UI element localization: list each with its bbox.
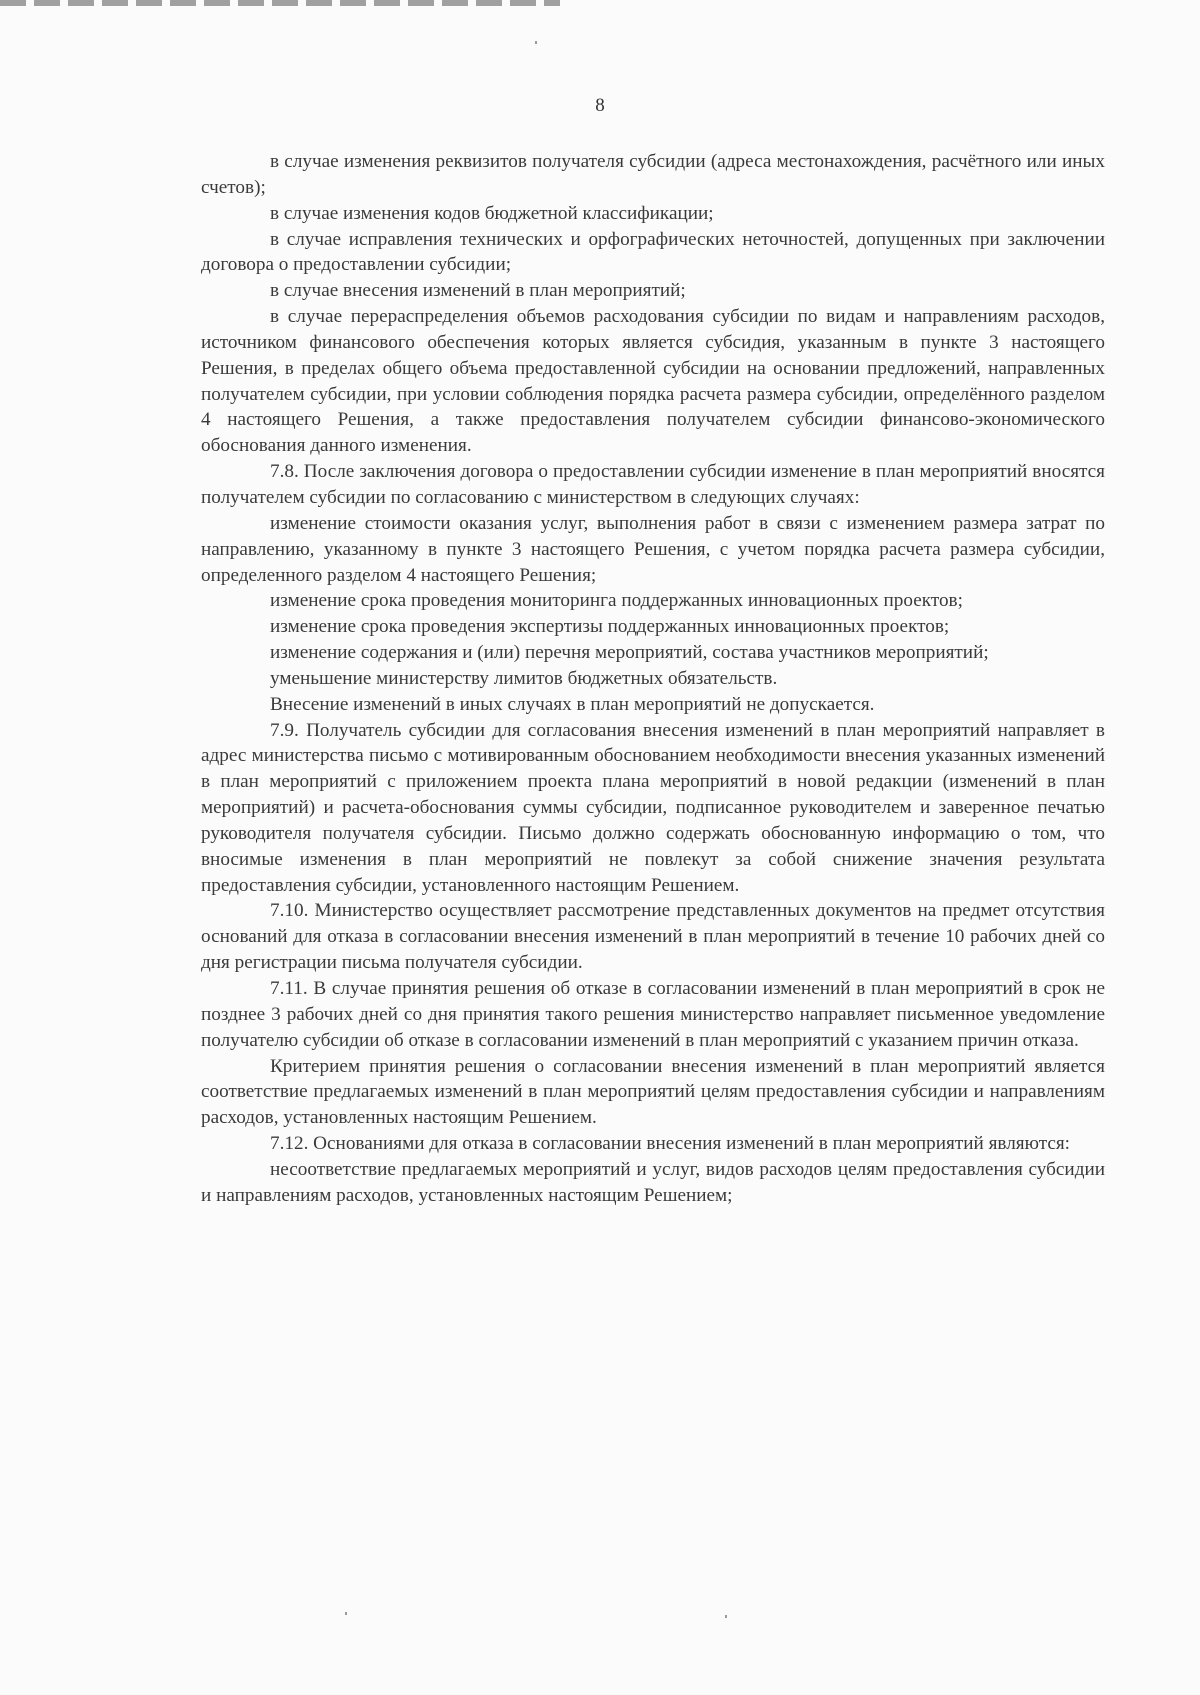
paragraph: изменение содержания и (или) перечня мероприятий, состава участников мероприятий; <box>270 642 989 664</box>
paragraph: изменение стоимости оказания услуг, выполнения работ в связи с изменением размера затрат по направлению, указанному в пункте 3 настоящего Решения, с учетом порядка расчета размера субсидии, определенного разделом 4 настоящего Решения; <box>201 512 1105 586</box>
scan-speck <box>725 1615 727 1618</box>
paragraph: 7.8. После заключения договора о предоставлении субсидии изменение в план мероприятий вносятся получателем субсидии по согласованию с министерством в следующих случаях: <box>201 461 1105 508</box>
document-body <box>201 149 1105 1209</box>
scan-speck <box>345 1612 347 1615</box>
paragraph: в случае внесения изменений в план мероприятий; <box>270 280 686 302</box>
scan-speck <box>535 41 537 44</box>
paragraph: несоответствие предлагаемых мероприятий и услуг, видов расходов целям предоставления субсидии и направлениям расходов, установленных настоящим Решением; <box>201 1158 1105 1206</box>
scan-edge-artifact <box>0 0 560 6</box>
paragraph: в случае изменения реквизитов получателя субсидии (адреса местонахождения, расчётного или иных счетов); <box>201 151 1105 198</box>
paragraph: Внесение изменений в иных случаях в план мероприятий не допускается. <box>270 693 875 715</box>
paragraph: изменение срока проведения мониторинга поддержанных инновационных проектов; <box>270 590 963 612</box>
paragraph: 7.12. Основаниями для отказа в согласовании внесения изменений в план мероприятий являются: <box>270 1133 1070 1155</box>
page-number: 8 <box>595 95 605 116</box>
paragraph: 7.10. Министерство осуществляет рассмотрение представленных документов на предмет отсутствия оснований для отказа в согласовании внесения изменений в план мероприятий в течение 10 рабочих дней со дня регистрации письма получателя субсидии. <box>201 900 1105 974</box>
paragraph: в случае перераспределения объемов расходования субсидии по видам и направлениям расходов, источником финансового обеспечения которых является субсидия, указанным в пункте 3 настоящего Решения, в пределах общего объема предоставленной субсидии на основании предложений, направленных получателем субсидии, при условии соблюдения порядка расчета размера субсидии, определённого разделом 4 настоящего Решения, а также предоставления получателем субсидии финансово-экономического обоснования данного изменения. <box>201 306 1105 457</box>
paragraph: 7.11. В случае принятия решения об отказе в согласовании изменений в план мероприятий в срок не позднее 3 рабочих дней со дня принятия такого решения министерство направляет письменное уведомление получателю субсидии об отказе в согласовании изменений в план мероприятий с указанием причин отказа. <box>201 978 1105 1051</box>
paragraph: Критерием принятия решения о согласовании внесения изменений в план мероприятий является соответствие предлагаемых изменений в план мероприятий целям предоставления субсидии и направлениям расходов, установленных настоящим Решением. <box>201 1055 1105 1129</box>
paragraph: уменьшение министерству лимитов бюджетных обязательств. <box>270 667 778 689</box>
paragraph: в случае исправления технических и орфографических неточностей, допущенных при заключении договора о предоставлении субсидии; <box>201 228 1105 276</box>
paragraph: изменение срока проведения экспертизы поддержанных инновационных проектов; <box>270 616 950 638</box>
paragraph: 7.9. Получатель субсидии для согласования внесения изменений в план мероприятий направляет в адрес министерства письмо с мотивированным обоснованием необходимости внесения указанных изменений в план мероприятий с приложением проекта плана мероприятий в новой редакции (изменений в план мероприятий) и расчета-обоснования суммы субсидии, подписанное руководителем и заверенное печатью руководителя получателя субсидии. Письмо должно содержать обоснованную информацию о том, что вносимые изменения в план мероприятий не повлекут за собой снижение значения результата предоставления субсидии, установленного настоящим Решением. <box>201 719 1105 896</box>
paragraph: в случае изменения кодов бюджетной классификации; <box>270 202 714 224</box>
